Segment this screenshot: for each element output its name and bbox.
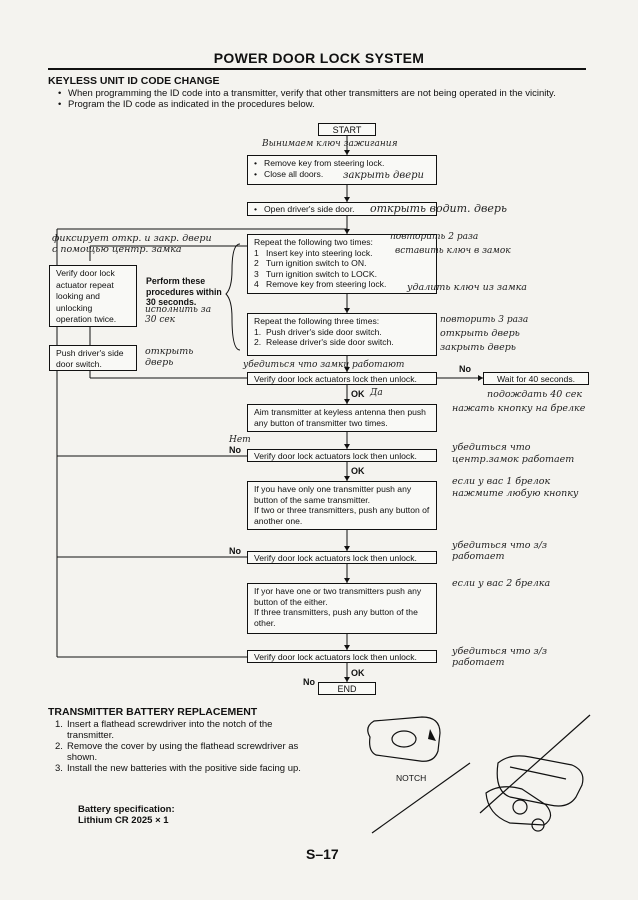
page-number: S–17 <box>306 846 339 862</box>
three-transmitters-text: If three transmitters, push any button of the other. <box>254 607 418 628</box>
two-three-transmitters-text: If two or three transmitters, push any button of another one. <box>254 505 430 526</box>
repeat-two-step: 3 Turn ignition switch to LOCK. <box>254 268 377 279</box>
battery-steps <box>55 719 305 774</box>
one-transmitter-text: If you have only one transmitter push any button of the same transmitter. <box>254 484 412 505</box>
handwriting-note: открыть дверь <box>145 346 194 368</box>
handwriting-note: Да <box>370 388 383 398</box>
handwriting-note: Нет <box>229 435 251 445</box>
remove-key-text: • Remove key from steering lock. <box>254 158 430 169</box>
no-label: No <box>229 546 241 556</box>
battery-heading: TRANSMITTER BATTERY REPLACEMENT <box>48 706 258 718</box>
handwriting-note: если у вас 1 брелок нажмите любую кнопку <box>452 476 579 499</box>
repeat-three-step: 1. Push driver's side door switch. <box>254 326 382 337</box>
handwriting-note: открыть водит. дверь <box>370 202 507 215</box>
handwriting-note: если у вас 2 брелка <box>452 578 551 589</box>
handwriting-note: повторить 3 раза <box>440 315 529 325</box>
battery-step: 3. Install the new batteries with the positive side facing up. <box>55 763 301 774</box>
keyless-heading: KEYLESS UNIT ID CODE CHANGE <box>48 75 220 87</box>
flow-end: END <box>318 682 376 695</box>
handwriting-note: убедиться что центр.замок работает <box>452 442 575 465</box>
battery-step: 1. Insert a flathead screwdriver into the notch of the transmitter. <box>55 719 273 741</box>
handwriting-note: Вынимаем ключ зажигания <box>262 139 398 149</box>
flow-verify-box-4: Verify door lock actuators lock then unlock. <box>247 650 437 663</box>
ok-label: OK <box>351 389 365 399</box>
flow-repeat-three-box <box>247 313 437 356</box>
repeat-three-title: Repeat the following three times: <box>254 316 380 326</box>
perform-note: Perform these procedures within 30 seconds. <box>146 276 222 307</box>
handwriting-note: повторить 2 раза <box>390 232 479 242</box>
handwriting-note: убедиться что з/з работает <box>452 646 548 668</box>
flow-verify-box-3: Verify door lock actuators lock then unlock. <box>247 551 437 564</box>
handwriting-note: убедиться что замки работают <box>243 360 405 370</box>
repeat-two-step: 2 Turn ignition switch to ON. <box>254 258 367 269</box>
handwriting-note: вставить ключ в замок <box>395 246 511 256</box>
keyless-bullet: • Program the ID code as indicated in the procedures below. <box>58 99 586 110</box>
no-label: No <box>459 364 471 374</box>
handwriting-note: убедиться что з/з работает <box>452 540 548 562</box>
handwriting-note: подождать 40 сек <box>487 389 582 400</box>
repeat-two-title: Repeat the following two times: <box>254 237 373 247</box>
flow-aim-transmitter-box: Aim transmitter at keyless antenna then push any button of transmitter two times. <box>247 404 437 432</box>
handwriting-note: нажать кнопку на брелке <box>452 403 586 414</box>
flow-one-transmitter-box <box>247 481 437 530</box>
flow-verify-box-2: Verify door lock actuators lock then unlock. <box>247 449 437 462</box>
open-door-text: • Open driver's side door. <box>254 204 430 215</box>
keyless-bullet: • When programming the ID code into a transmitter, verify that other transmitters are not being operated in the vicinity. <box>58 88 586 99</box>
keyless-bullets <box>58 88 586 110</box>
flow-one-or-two-box <box>247 583 437 634</box>
close-doors-text: • Close all doors. <box>254 169 430 180</box>
ok-label: OK <box>351 668 365 678</box>
handwriting-note: закрыть двери <box>343 170 424 181</box>
battery-spec-label: Battery specification: <box>78 804 175 815</box>
battery-spec-value: Lithium CR 2025 × 1 <box>78 815 169 826</box>
ok-label: OK <box>351 466 365 476</box>
flow-verify-box-1: Verify door lock actuators lock then unlock. <box>247 372 437 385</box>
repeat-three-step: 2. Release driver's side door switch. <box>254 337 394 348</box>
battery-step: 2. Remove the cover by using the flathead screwdriver as shown. <box>55 741 299 763</box>
one-or-two-text: If yor have one or two transmitters push any button of the either. <box>254 586 422 607</box>
notch-label: NOTCH <box>396 773 427 783</box>
flow-verify-repeat-box: Verify door lock actuator repeat looking and unlocking operation twice. <box>49 265 137 327</box>
title-rule <box>48 68 586 70</box>
handwriting-note: открыть дверь <box>440 328 520 339</box>
handwriting-note: удалить ключ из замка <box>407 282 527 293</box>
page-title: POWER DOOR LOCK SYSTEM <box>213 50 425 66</box>
handwriting-note: фиксирует откр. и закр. двери с помощью центр. замка <box>52 233 212 255</box>
handwriting-note: исполнить за 30 сек <box>145 305 212 325</box>
flow-start: START <box>318 123 376 136</box>
flow-wait-box: Wait for 40 seconds. <box>483 372 589 385</box>
repeat-two-step: 1 Insert key into steering lock. <box>254 247 373 258</box>
handwriting-note: закрыть дверь <box>440 342 516 353</box>
no-label: No <box>229 445 241 455</box>
flow-push-switch-box: Push driver's side door switch. <box>49 345 137 371</box>
repeat-two-step: 4 Remove key from steering lock. <box>254 279 387 290</box>
no-label: No <box>303 677 315 687</box>
